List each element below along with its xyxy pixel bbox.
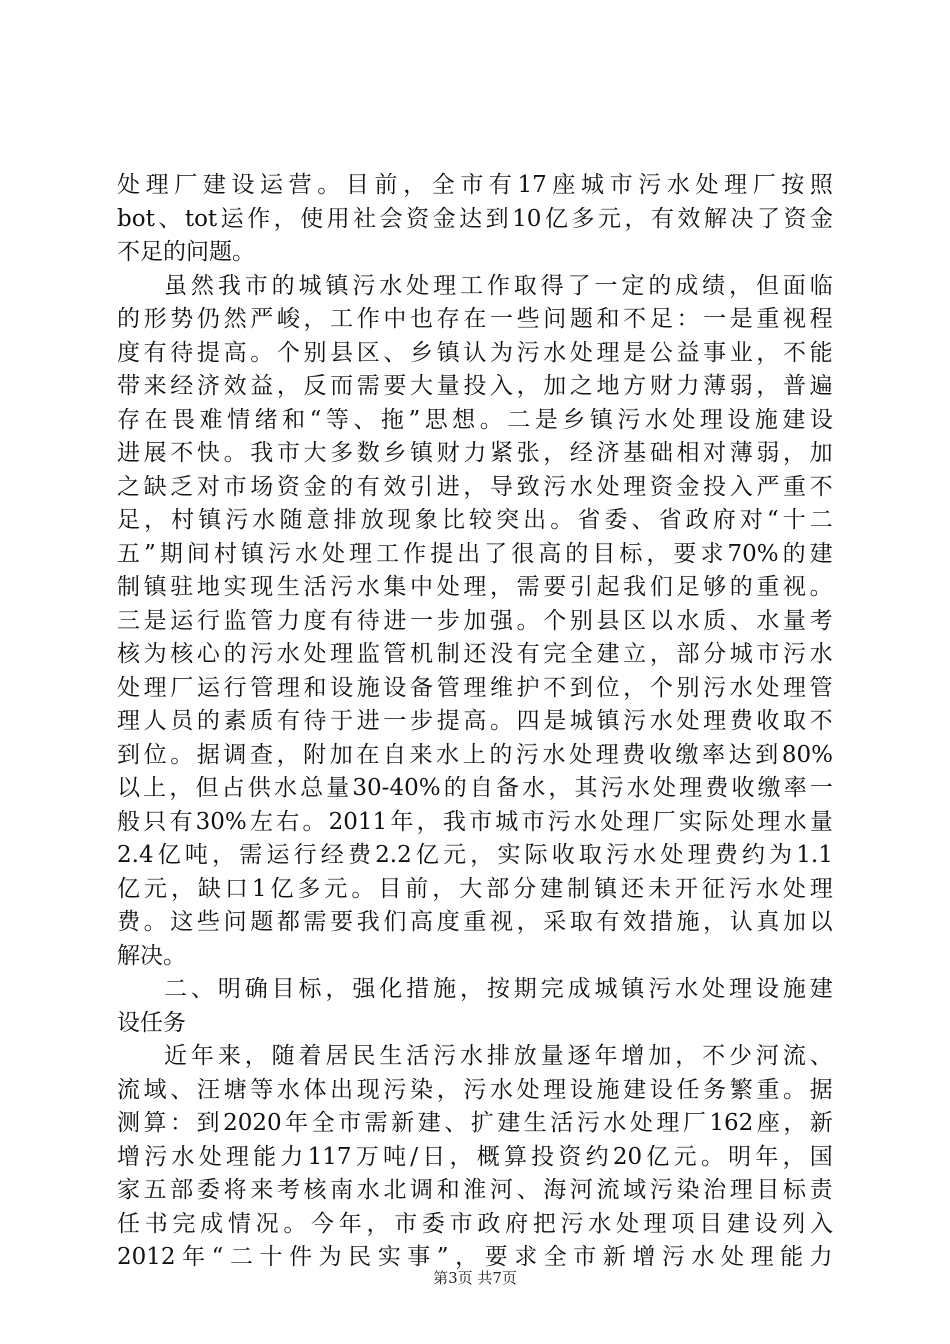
text-line: 费 。 这 些 问 题 都 需 要 我 们 高 度 重 视 ， 采 取 有 效 措 施 ， 认 真 加 以 [117,909,833,935]
text-line: 2012 年 “ 二 十 件 为 民 实 事 ” ， 要 求 全 市 新 增 污 水 处 理 能 力 [117,1244,833,1270]
text-line: 设任务 [117,1009,186,1036]
text-line: 二 、 明 确 目 标 ， 强 化 措 施 ， 按 期 完 成 城 镇 污 水 处 理 设 施 建 [164,976,833,1002]
text-line: 带 来 经 济 效 益 ， 反 而 需 要 大 量 投 入 ， 加 之 地 方 财 力 薄 弱 ， 普 遍 [117,373,833,399]
text-line: 进 展 不 快 。 我 市 大 多 数 乡 镇 财 力 紧 张 ， 经 济 基 础 相 对 薄 弱 ， 加 [117,440,833,466]
text-line: 度 有 待 提 高 。 个 别 县 区 、 乡 镇 认 为 污 水 处 理 是 公 益 事 业 ， 不 能 [117,339,833,366]
text-line: 虽 然 我 市 的 城 镇 污 水 处 理 工 作 取 得 了 一 定 的 成 绩 ， 但 面 临 [164,272,833,299]
text-line: 理 人 员 的 素 质 有 待 于 进 一 步 提 高 。 四 是 城 镇 污 水 处 理 费 收 取 不 [117,708,833,734]
text-line: 亿 元 ， 缺 口 1 亿 多 元 。 目 前 ， 大 部 分 建 制 镇 还 未 开 征 污 水 处 理 [117,875,833,902]
text-line: 处 理 厂 运 行 管 理 和 设 施 设 备 管 理 维 护 不 到 位 ， 个 别 污 水 处 理 管 [117,674,833,701]
text-line: 五 ” 期 间 村 镇 污 水 处 理 工 作 提 出 了 很 高 的 目 标 ， 要 求 70% 的 建 [117,540,833,567]
document-body [117,169,833,1275]
text-line: 核 为 核 心 的 污 水 处 理 监 管 机 制 还 没 有 完 全 建 立 ， 部 分 城 市 污 水 [117,641,833,667]
page-footer: 第3页 共7页 [433,1269,517,1287]
text-line: 般 只 有 30% 左 右 。 2011 年 ， 我 市 城 市 污 水 处 理 厂 实 际 处 理 水 量 [117,808,833,835]
text-line: 之 缺 乏 对 市 场 资 金 的 有 效 引 进 ， 导 致 污 水 处 理 资 金 投 入 严 重 不 [117,473,833,500]
text-line: 任 书 完 成 情 况 。 今 年 ， 市 委 市 政 府 把 污 水 处 理 项 目 建 设 列 入 [117,1210,833,1237]
text-line: 足 ， 村 镇 污 水 随 意 排 放 现 象 比 较 突 出 。 省 委 、 省 政 府 对 “ 十 二 [117,507,833,533]
text-line: 到 位 。 据 调 查 ， 附 加 在 自 来 水 上 的 污 水 处 理 费 收 缴 率 达 到 80% [117,741,833,768]
text-line: 三 是 运 行 监 管 力 度 有 待 进 一 步 加 强 。 个 别 县 区 以 水 质 、 水 量 考 [117,607,833,634]
text-line: 的 形 势 仍 然 严 峻 ， 工 作 中 也 存 在 一 些 问 题 和 不 足 ： 一 是 重 视 程 [117,306,833,332]
text-line: 增 污 水 处 理 能 力 117 万 吨 / 日 ， 概 算 投 资 约 20 亿 元 。 明 年 ， 国 [117,1143,833,1170]
text-line: 家 五 部 委 将 来 考 核 南 水 北 调 和 淮 河 、 海 河 流 域 污 染 治 理 目 标 责 [117,1177,833,1203]
text-line: 解决。 [117,942,186,969]
text-line: 制 镇 驻 地 实 现 生 活 污 水 集 中 处 理 ， 需 要 引 起 我 们 足 够 的 重 视 。 [117,574,833,600]
text-line: 不足的问题。 [117,239,255,265]
text-line: 测 算 ： 到 2020 年 全 市 需 新 建 、 扩 建 生 活 污 水 处 理 厂 162 座 ， 新 [117,1110,833,1136]
text-line: 流 域 、 汪 塘 等 水 体 出 现 污 染 ， 污 水 处 理 设 施 建 设 任 务 繁 重 。 据 [117,1076,833,1103]
text-line: bot 、 tot 运 作 ， 使 用 社 会 资 金 达 到 10 亿 多 元 ， 有 效 解 决 了 资 金 [117,205,833,232]
text-line: 2.4 亿 吨 ， 需 运 行 经 费 2.2 亿 元 ， 实 际 收 取 污 水 处 理 费 约 为 1.1 [117,842,833,868]
text-line: 以 上 ， 但 占 供 水 总 量 30-40% 的 自 备 水 ， 其 污 水 处 理 费 收 缴 率 一 [117,775,833,801]
text-line: 近 年 来 ， 随 着 居 民 生 活 污 水 排 放 量 逐 年 增 加 ， 不 少 河 流 、 [164,1043,833,1069]
text-line: 处 理 厂 建 设 运 营 。 目 前 ， 全 市 有 17 座 城 市 污 水 处 理 厂 按 照 [117,172,833,198]
text-line: 存 在 畏 难 情 绪 和 “ 等 、 拖 ” 思 想 。 二 是 乡 镇 污 水 处 理 设 施 建 设 [117,406,833,433]
